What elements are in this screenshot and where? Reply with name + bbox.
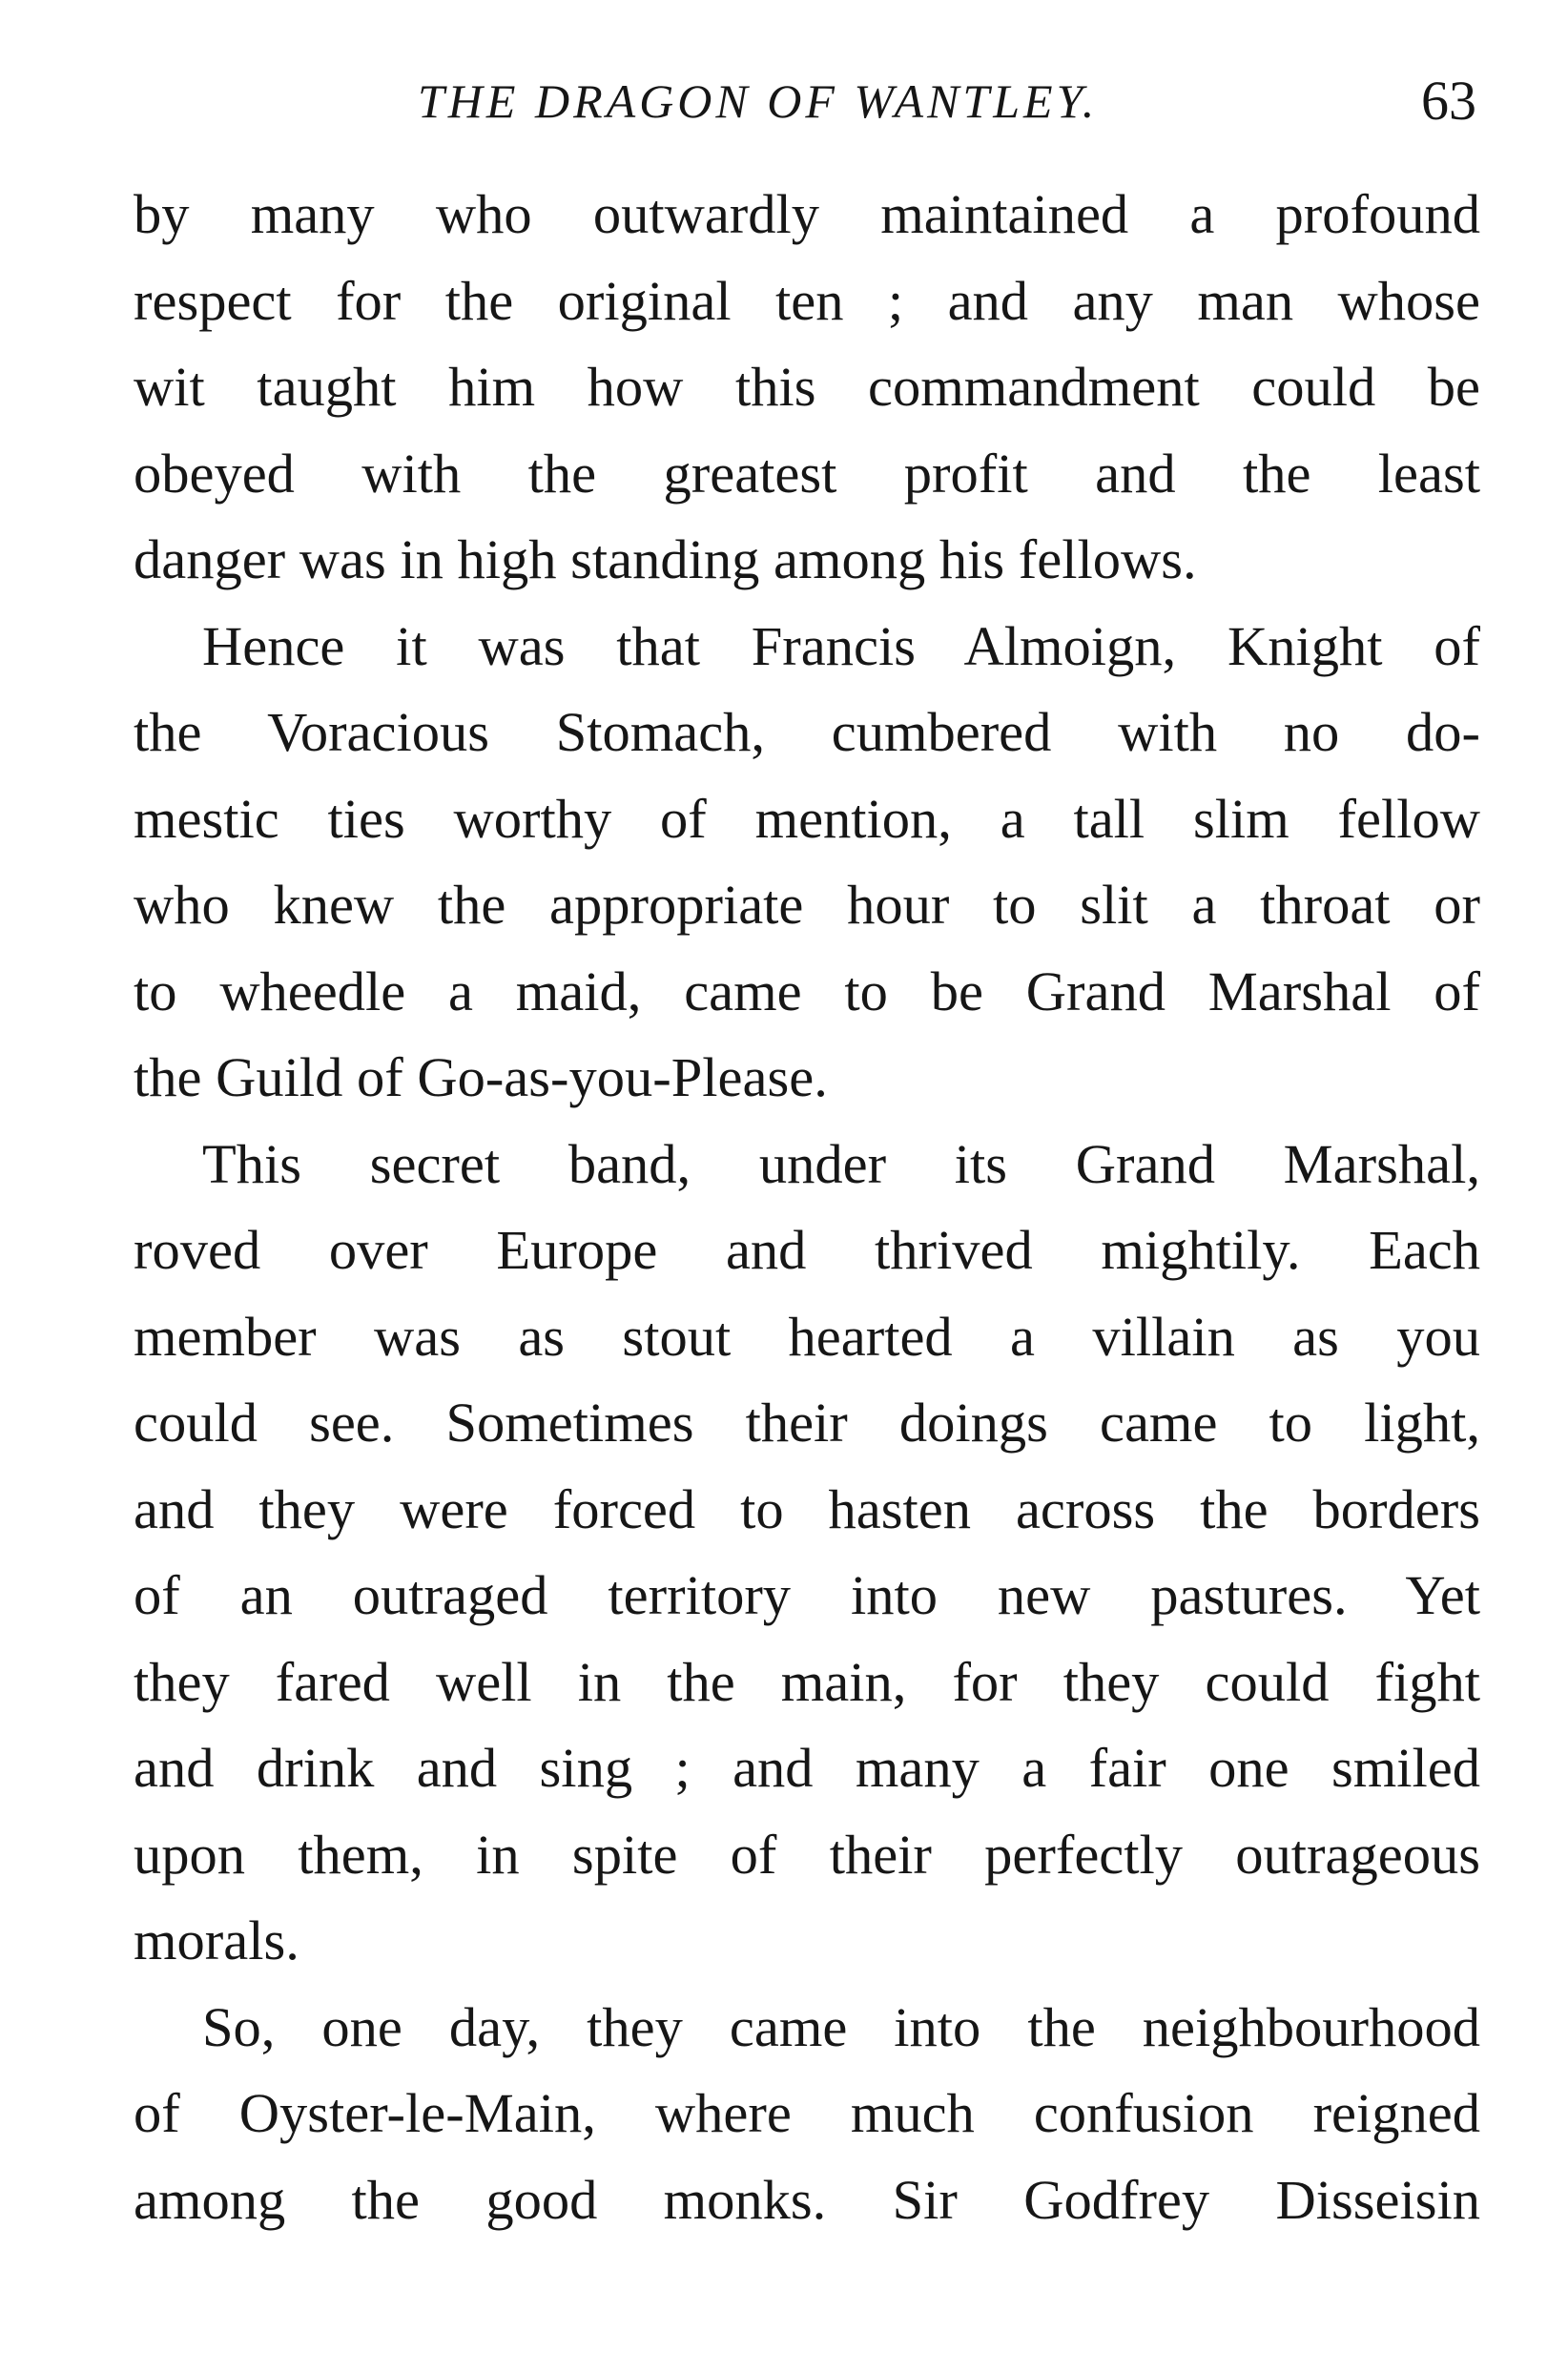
text-line: among the good monks. Sir Godfrey Disseisin: [134, 2168, 1480, 2231]
text-line: member was as stout hearted a villain as you: [134, 1305, 1480, 1368]
text-line: morals.: [134, 1909, 299, 1971]
paragraph: [134, 1122, 1480, 1985]
text-line: and drink and sing ; and many a fair one smiled: [134, 1737, 1480, 1799]
text-line: to wheedle a maid, came to be Grand Marshal of: [134, 960, 1480, 1022]
text-line: roved over Europe and thrived mightily. Each: [134, 1219, 1480, 1281]
text-line: upon them, in spite of their perfectly outrageous: [134, 1823, 1480, 1886]
paragraph: [134, 172, 1480, 604]
text-line: So, one day, they came into the neighbourhood: [202, 1995, 1480, 2058]
text-line: mestic ties worthy of mention, a tall slim fellow: [134, 787, 1480, 850]
text-line: obeyed with the greatest profit and the least: [134, 442, 1480, 505]
text-line: who knew the appropriate hour to slit a throat or: [134, 874, 1480, 936]
paragraph: [134, 1985, 1480, 2244]
running-head: [418, 63, 1476, 139]
text-line: Hence it was that Francis Almoign, Knight of: [202, 614, 1480, 677]
paragraph: [134, 604, 1480, 1122]
text-line: the Guild of Go-as-you-Please.: [134, 1046, 828, 1108]
text-line: of an outraged territory into new pastures. Yet: [134, 1564, 1480, 1626]
text-line: wit taught him how this commandment could be: [134, 356, 1480, 418]
body-text: [134, 172, 1480, 2243]
running-title: THE DRAGON OF WANTLEY.: [418, 74, 1099, 128]
text-line: by many who outwardly maintained a profound: [134, 183, 1480, 245]
text-line: of Oyster-le-Main, where much confusion reigned: [134, 2082, 1480, 2144]
text-line: they fared well in the main, for they could fight: [134, 1650, 1480, 1713]
text-line: This secret band, under its Grand Marshal,: [202, 1132, 1480, 1195]
text-line: respect for the original ten ; and any man whose: [134, 269, 1480, 332]
text-line: and they were forced to hasten across the borders: [134, 1477, 1480, 1540]
text-line: danger was in high standing among his fellows.: [134, 528, 1197, 590]
page-number: 63: [1421, 70, 1476, 132]
text-line: could see. Sometimes their doings came to light,: [134, 1392, 1480, 1454]
text-line: the Voracious Stomach, cumbered with no do-: [134, 701, 1480, 763]
